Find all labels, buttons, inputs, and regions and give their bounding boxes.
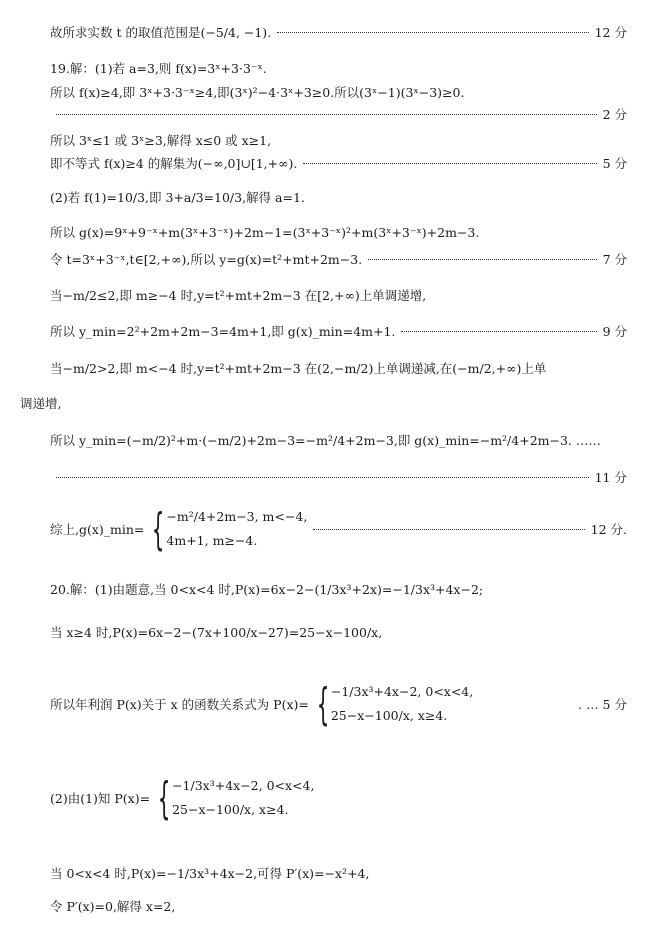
solution-line — [50, 130, 627, 150]
score-mark: 2 分 — [602, 107, 627, 122]
piece-case: −m²/4+2m−3, m<−4, — [166, 509, 308, 525]
line-text: 所以 y_min=2²+2m+2m−3=4m+1,即 g(x)_min=4m+1. — [50, 324, 396, 339]
line-text: 所以 g(x)=9ˣ+9⁻ˣ+m(3ˣ+3⁻ˣ)+2m−1=(3ˣ+3⁻ˣ)²+m(3ˣ+3⁻ˣ)+2m−3. — [50, 225, 480, 240]
dotted-leader — [368, 259, 596, 260]
line-text: 所以年利润 P(x)关于 x 的函数关系式为 P(x)= — [50, 697, 309, 712]
piecewise-p — [150, 773, 314, 824]
piecewise-gmin — [144, 504, 307, 555]
left-brace: { — [152, 503, 165, 555]
solution-line — [20, 393, 627, 413]
solution-line — [50, 577, 627, 601]
score-mark: 5 分 — [602, 156, 627, 171]
line-text: 所以 y_min=(−m/2)²+m·(−m/2)+2m−3=−m²/4+2m−3,即 g(x)_min=−m²/4+2m−3. …… — [50, 433, 601, 448]
piece-case: 4m+1, m≥−4. — [166, 533, 258, 548]
line-text: 当−m/2>2,即 m<−4 时,y=t²+mt+2m−3 在(2,−m/2)上单调递减,在(−m/2,+∞)上单 — [50, 361, 547, 376]
dotted-leader — [313, 529, 584, 530]
dotted-leader — [56, 477, 589, 478]
left-brace: { — [157, 772, 171, 824]
solution-line — [50, 356, 627, 380]
solution-line — [50, 896, 627, 916]
left-brace: { — [316, 678, 330, 730]
piecewise-p — [309, 679, 473, 730]
line-text: (2)由(1)知 P(x)= — [50, 791, 151, 806]
score-mark: 12 分. — [590, 522, 627, 537]
solution-line — [50, 82, 627, 102]
solution-line — [50, 766, 627, 830]
solution-line — [50, 153, 627, 173]
solution-line — [50, 186, 627, 208]
piece-case: 25−x−100/x, x≥4. — [330, 708, 448, 723]
solution-line — [50, 20, 627, 44]
line-text: 故所求实数 t 的取值范围是(−5/4, −1). — [50, 25, 272, 40]
line-text: 当−m/2≤2,即 m≥−4 时,y=t²+mt+2m−3 在[2,+∞)上单调递增, — [50, 288, 427, 303]
piece-case: 25−x−100/x, x≥4. — [172, 802, 289, 817]
dotted-leader — [401, 331, 596, 332]
line-text: 当 x≥4 时,P(x)=6x−2−(7x+100/x−27)=25−x−100/x, — [50, 625, 383, 640]
solution-line — [50, 104, 627, 124]
dotted-leader — [303, 163, 596, 164]
line-text: 令 t=3ˣ+3⁻ˣ,t∈[2,+∞),所以 y=g(x)=t²+mt+2m−3. — [50, 252, 363, 267]
line-text: 令 P′(x)=0,解得 x=2, — [50, 899, 176, 914]
line-text: 即不等式 f(x)≥4 的解集为(−∞,0]∪[1,+∞). — [50, 156, 298, 171]
line-text: (2)若 f(1)=10/3,即 3+a/3=10/3,解得 a=1. — [50, 190, 305, 205]
solution-line — [50, 58, 627, 78]
dotted-leader — [56, 114, 597, 115]
line-text: 调递增, — [20, 396, 62, 411]
line-text: 当 0<x<4 时,P(x)=−1/3x³+4x−2,可得 P′(x)=−x²+4, — [50, 866, 370, 881]
dotted-leader — [277, 32, 588, 33]
score-mark: . … 5 分 — [578, 697, 627, 712]
score-mark: 11 分 — [594, 470, 627, 485]
score-mark: 7 分 — [602, 252, 627, 267]
solution-line — [50, 500, 627, 558]
line-text: 所以 3ˣ≤1 或 3ˣ≥3,解得 x≤0 或 x≥1, — [50, 133, 272, 148]
solution-line — [50, 862, 627, 884]
line-text: 所以 f(x)≥4,即 3ˣ+3·3⁻ˣ≥4,即(3ˣ)²−4·3ˣ+3≥0.所以(3ˣ−1)(3ˣ−3)≥0. — [50, 85, 465, 100]
piece-case: −1/3x³+4x−2, 0<x<4, — [172, 778, 315, 794]
solution-line — [50, 284, 627, 306]
solution-line — [50, 428, 627, 452]
solution-line — [50, 620, 627, 644]
solution-line — [50, 672, 627, 736]
score-mark: 9 分 — [602, 324, 627, 339]
solution-line — [50, 321, 627, 341]
piece-case: −1/3x³+4x−2, 0<x<4, — [330, 684, 474, 700]
line-text: 20.解：(1)由题意,当 0<x<4 时,P(x)=6x−2−(1/3x³+2x)=−1/3x³+4x−2; — [50, 582, 484, 597]
line-text: 19.解：(1)若 a=3,则 f(x)=3ˣ+3·3⁻ˣ. — [50, 61, 267, 76]
score-mark: 12 分 — [594, 25, 627, 40]
solution-line — [50, 222, 627, 242]
line-text: 综上,g(x)_min= — [50, 522, 145, 537]
solution-line — [50, 249, 627, 269]
solution-line — [50, 467, 627, 487]
